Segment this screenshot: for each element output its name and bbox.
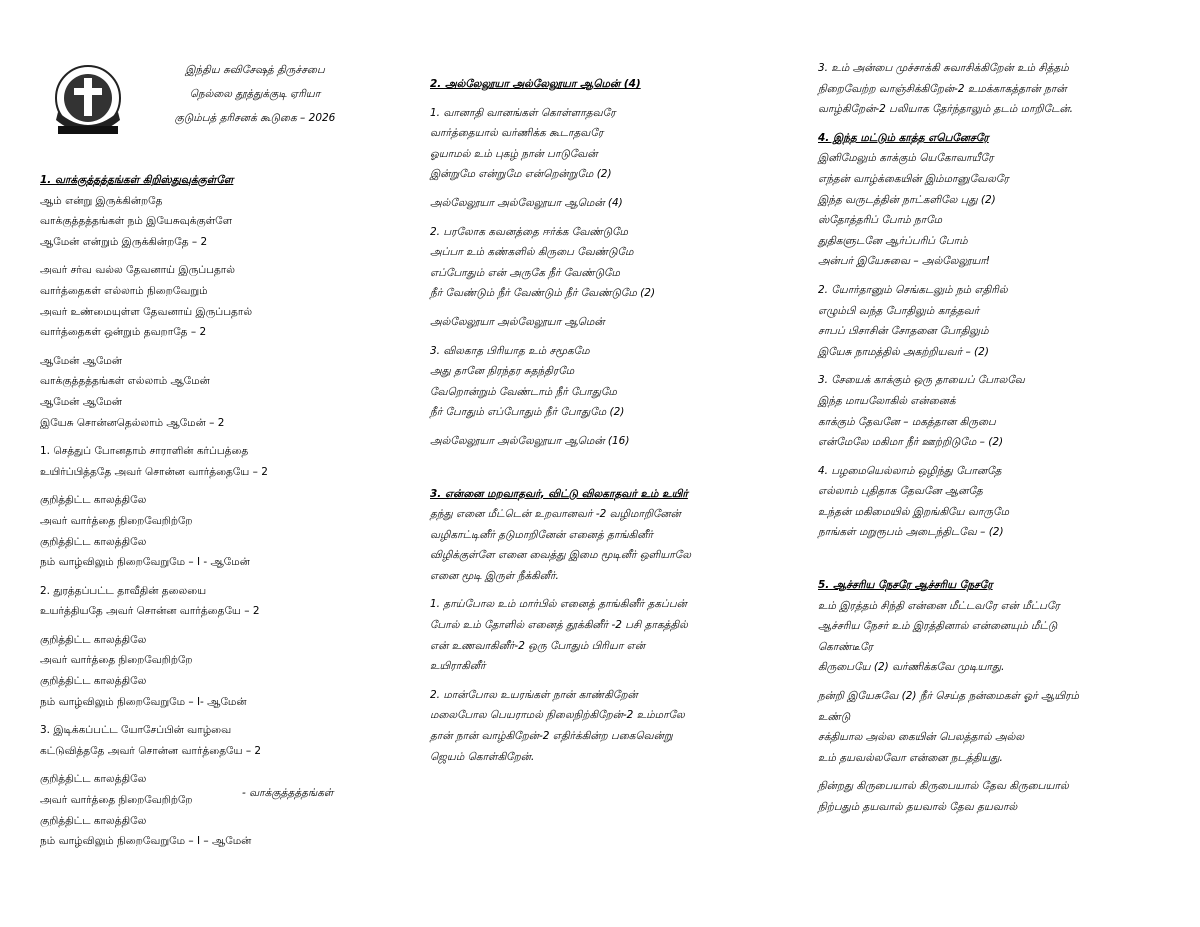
lyric-line: உயிர்ப்பித்ததே அவர் சொன்ன வார்த்தையே – 2: [40, 465, 268, 478]
lyric-line: வாக்குத்தத்தங்கள் நம் இயேசுவுக்குள்ளே: [40, 215, 233, 228]
lyric-line: அவர் வார்த்தை நிறைவேறிற்றே: [40, 654, 193, 667]
lyric-line: நம் வாழ்விலும் நிறைவேறுமே – I- ஆமேன்: [40, 695, 247, 708]
region-name: நெல்லை தூத்துக்குடி ஏரியா: [189, 88, 321, 100]
lyric-line: குறித்திட்ட காலத்திலே: [40, 773, 147, 786]
column-1: [40, 170, 390, 852]
stanza: [40, 441, 390, 482]
lyric-line: 3. சேயைக் காக்கும் ஒரு தாயைப் போலவே: [818, 374, 1025, 387]
stanza: [818, 596, 1190, 678]
stanza: [430, 312, 800, 333]
song-title: 1. வாக்குத்தத்தங்கள் கிறிஸ்துவுக்குள்ளே: [40, 174, 234, 186]
lyric-line: கட்டுவித்ததே அவர் சொன்ன வார்த்தையே – 2: [40, 744, 262, 757]
stanza: [40, 351, 390, 433]
lyric-line: குறித்திட்ட காலத்திலே: [40, 535, 147, 548]
column-3: [818, 58, 1190, 818]
lyric-line: வேறொன்றும் வேண்டாம் நீர் போதுமே: [430, 385, 617, 398]
lyric-line: இன்றுமே என்றுமே என்றென்றுமே (2): [430, 168, 612, 181]
lyric-line: ஜெயம் கொள்கிறேன்.: [430, 750, 535, 763]
stanza: [40, 769, 390, 851]
stanza: [430, 431, 800, 452]
lyric-line: வாழ்கிறேன்-2 பலியாக தேர்ந்தாலும் தடம் மாறிடேன்.: [818, 103, 1073, 116]
stanza: [818, 148, 1190, 272]
song-title: 4. இந்த மட்டும் காத்த எபெனேசரே: [818, 131, 989, 144]
stanza: [430, 594, 800, 676]
lyric-line: உந்தன் மகிமையில் இறங்கியே வாருமே: [818, 505, 1010, 518]
church-logo: [44, 60, 132, 142]
stanza: [40, 260, 390, 342]
lyric-line: கிருபையே (2) வர்ணிக்கவே முடியாது.: [818, 661, 1005, 674]
song-title: 3. என்னை மறவாதவர், விட்டு விலகாதவர் உம் உயிர்: [430, 487, 688, 500]
song5-body: [818, 596, 1190, 818]
lyric-line: போல் உம் தோளில் எனைத் தூக்கினீர் -2 பசி தாகத்தில்: [430, 619, 688, 632]
stanza: [40, 630, 390, 712]
lyric-line: காக்கும் தேவனே – மகத்தான கிருபை: [818, 415, 996, 428]
lyric-line: ஆம் என்று இருக்கின்றதே: [40, 194, 163, 207]
lyric-line: நம் வாழ்விலும் நிறைவேறுமே – I - ஆமேன்: [40, 556, 250, 569]
lyric-line: நின்றது கிருபையால் கிருபையால் தேவ கிருபையால்: [818, 780, 1069, 793]
lyric-line: துதிகளுடனே ஆர்ப்பரிப் போம்: [818, 234, 968, 247]
lyric-line: நீர் போதும் எப்போதும் நீர் போதுமே (2): [430, 406, 625, 419]
lyric-line: என் உணவாகினீர்-2 ஒரு போதும் பிரியா என்: [430, 639, 646, 652]
song2-body: [430, 103, 800, 452]
stanza: [818, 461, 1190, 543]
stanza: [430, 193, 800, 214]
lyric-line: வார்த்தையால் வர்ணிக்க கூடாதவரே: [430, 127, 604, 140]
lyric-line: 2. யோர்தானும் செங்கடலும் நம் எதிரில்: [818, 283, 1008, 296]
stanza: [430, 341, 800, 423]
org-name: இந்திய சுவிசேஷத் திருச்சபை: [185, 64, 325, 76]
lyric-line: உண்டு: [818, 710, 851, 723]
lyric-line: உம் தயவல்லவோ என்னை நடத்தியது.: [818, 751, 1003, 764]
lyric-line: வழிகாட்டினீர் தடுமாறினேன் எனைத் தாங்கினீர்: [430, 528, 653, 541]
column-2: [430, 74, 800, 767]
lyric-line: அவர் சர்வ வல்ல தேவனாய் இருப்பதால்: [40, 264, 236, 277]
stanza: [430, 103, 800, 185]
lyric-line: குறித்திட்ட காலத்திலே: [40, 675, 147, 688]
lyric-line: குறித்திட்ட காலத்திலே: [40, 633, 147, 646]
lyric-line: அப்பா உம் கண்களில் கிருபை வேண்டுமே: [430, 246, 634, 259]
lyric-line: உயிராகினீர்: [430, 660, 486, 673]
lyric-line: எழும்பி வந்த போதிலும் காத்தவர்: [818, 304, 980, 317]
lyric-line: தான் நான் வாழ்கிறேன்-2 எதிர்க்கின்ற பகைவென்று: [430, 730, 673, 743]
lyric-line: நீர் வேண்டும் நீர் வேண்டும் நீர் வேண்டுமே (2): [430, 287, 656, 300]
lyric-line: எனை மூடி இருள் நீக்கினீர்.: [430, 569, 559, 582]
lyric-line: எந்தன் வாழ்க்கையின் இம்மானுவேலரே: [818, 172, 1009, 185]
lyric-line: குறித்திட்ட காலத்திலே: [40, 814, 147, 827]
lyric-line: என்மேலே மகிமா நீர் ஊற்றிடுமே – (2): [818, 436, 1004, 449]
lyric-line: சாபப் பிசாசின் சோதனை போதிலும்: [818, 325, 989, 338]
stanza: [818, 776, 1190, 817]
lyric-line: இயேசு சொன்னதெல்லாம் ஆமேன் – 2: [40, 416, 225, 429]
song-title: 2. அல்லேலூயா அல்லேலூயா ஆமென் (4): [430, 78, 641, 90]
lyric-line: இந்த மாயலோகில் என்னைக்: [818, 394, 956, 407]
lyric-line: ஆமேன் என்றும் இருக்கின்றதே – 2: [40, 235, 208, 248]
lyric-line: உயர்த்தியதே அவர் சொன்ன வார்த்தையே – 2: [40, 605, 260, 618]
song3-continuation: [818, 58, 1190, 120]
lyric-line: ஓயாமல் உம் புகழ் நான் பாடுவேன்: [430, 147, 598, 160]
stanza: [430, 504, 800, 586]
lyric-line: 1. வானாதி வானங்கள் கொள்ளாதவரே: [430, 106, 616, 119]
lyric-line: எப்போதும் என் அருகே நீர் வேண்டுமே: [430, 266, 620, 279]
lyric-line: 2. மான்போல உயரங்கள் நான் காண்கிறேன்: [430, 688, 638, 701]
lyric-line: நிறைவேற்ற வாஞ்சிக்கிறேன்-2 உமக்காகத்தான் நான்: [818, 82, 1067, 95]
lyric-line: 1. தாய்போல உம் மார்பில் எனைத் தாங்கினீர் தகப்பன்: [430, 598, 687, 611]
lyric-line: குறித்திட்ட காலத்திலே: [40, 494, 147, 507]
lyric-line: ஆமேன் ஆமேன்: [40, 354, 123, 367]
lyric-line: 3. இடிக்கப்பட்ட யோசேப்பின் வாழ்வை: [40, 724, 232, 737]
lyric-line: அது தானே நிரந்தர சுதந்திரமே: [430, 365, 575, 378]
lyric-line: அல்லேலூயா அல்லேலூயா ஆமென் (4): [430, 196, 623, 209]
stanza: [40, 581, 390, 622]
lyric-line: 3. விலகாத பிரியாத உம் சமூகமே: [430, 344, 590, 357]
stanza: [818, 370, 1190, 452]
stanza: [818, 280, 1190, 362]
stanza: [40, 720, 390, 761]
lyric-line: அல்லேலூயா அல்லேலூயா ஆமென்: [430, 315, 605, 328]
header: [130, 58, 380, 130]
lyric-line: சக்தியால அல்ல கையின் பெலத்தால் அல்ல: [818, 731, 1025, 744]
lyric-line: அவர் உண்மையுள்ள தேவனாய் இருப்பதால்: [40, 305, 253, 318]
lyric-line: ஆமேன் ஆமேன்: [40, 395, 123, 408]
song3-body: [430, 504, 800, 767]
lyric-line: 4. பழமையெல்லாம் ஒழிந்து போனதே: [818, 464, 1002, 477]
lyric-line: தந்து எனை மீட்டென் உறவானவர் -2 வழிமாறினேன்: [430, 508, 681, 521]
stanza: [40, 490, 390, 572]
stanza: [430, 222, 800, 304]
lyric-line: 2. பரலோக கவனத்தை ஈர்க்க வேண்டுமே: [430, 225, 629, 238]
lyric-line: 3. உம் அன்பை முச்சாக்கி சுவாசிக்கிறேன் உம் சித்தம்: [818, 62, 1069, 74]
song-title: 5. ஆச்சரிய நேசரே ஆச்சரிய நேசரே: [818, 579, 993, 592]
lyric-line: எல்லாம் புதிதாக தேவனே ஆனதே: [818, 485, 983, 498]
lyric-line: கொண்டீரே: [818, 640, 873, 653]
stanza: [40, 191, 390, 253]
song1-body: [40, 191, 390, 852]
lyric-line: 2. துரத்தப்பட்ட தாவீதின் தலையை: [40, 584, 207, 597]
lyric-line: 1. செத்துப் போனதாம் சாராளின் கர்ப்பத்தை: [40, 445, 249, 458]
lyric-line: அன்பர் இயேசுவை – அல்லேலூயா!: [818, 255, 991, 268]
lyric-line: நாங்கள் மறுரூபம் அடைந்திடவே – (2): [818, 526, 1004, 539]
lyric-line: அவர் வார்த்தை நிறைவேறிற்றே: [40, 794, 193, 807]
lyric-line: நன்றி இயேசுவே (2) நீர் செய்த நன்மைகள் ஓர் ஆயிரம்: [818, 690, 1079, 703]
lyric-line: இயேசு நாமத்தில் அகற்றியவர் – (2): [818, 345, 989, 358]
lyric-line: மலைபோல பெயராமல் நிலைநிற்கிறேன்-2 உம்மாலே: [430, 709, 685, 722]
lyric-line: அல்லேலூயா அல்லேலூயா ஆமென் (16): [430, 434, 630, 447]
lyric-line: இனிமேலும் காக்கும் யெகோவாயீரே: [818, 152, 994, 165]
lyric-line: நம் வாழ்விலும் நிறைவேறுமே – I – ஆமேன்: [40, 835, 252, 848]
lyric-line: ஆச்சரிய நேசர் உம் இரத்தினால் என்னையும் மீட்டு: [818, 620, 1058, 633]
song-footer-ref: - வாக்குத்தத்தங்கள்: [242, 787, 334, 799]
lyric-line: உம் இரத்தம் சிந்தி என்னை மீட்டவரே என் மீட்பரே: [818, 599, 1060, 612]
lyric-line: நிற்பதும் தயவால் தயவால் தேவ தயவால்: [818, 801, 1018, 813]
stanza: [430, 685, 800, 767]
stanza: [818, 686, 1190, 768]
lyric-line: இந்த வருடத்தின் நாட்களிலே புது (2): [818, 193, 996, 206]
lyric-line: அவர் வார்த்தை நிறைவேறிற்றே: [40, 514, 193, 527]
lyric-line: வார்த்தைகள் எல்லாம் நிறைவேறும்: [40, 284, 208, 297]
lyric-line: விழிக்குள்ளே எனை வைத்து இமை மூடினீர் ஒளியாலே: [430, 549, 691, 562]
lyric-line: வாக்குத்தத்தங்கள் எல்லாம் ஆமேன்: [40, 375, 210, 388]
event-name: குடும்பத் தரிசனக் கூடுகை – 2026: [174, 112, 336, 124]
song4-body: [818, 148, 1190, 543]
lyric-line: ஸ்தோத்தரிப் போம் நாமே: [818, 214, 943, 227]
lyric-line: வார்த்தைகள் ஒன்றும் தவறாதே – 2: [40, 326, 207, 339]
